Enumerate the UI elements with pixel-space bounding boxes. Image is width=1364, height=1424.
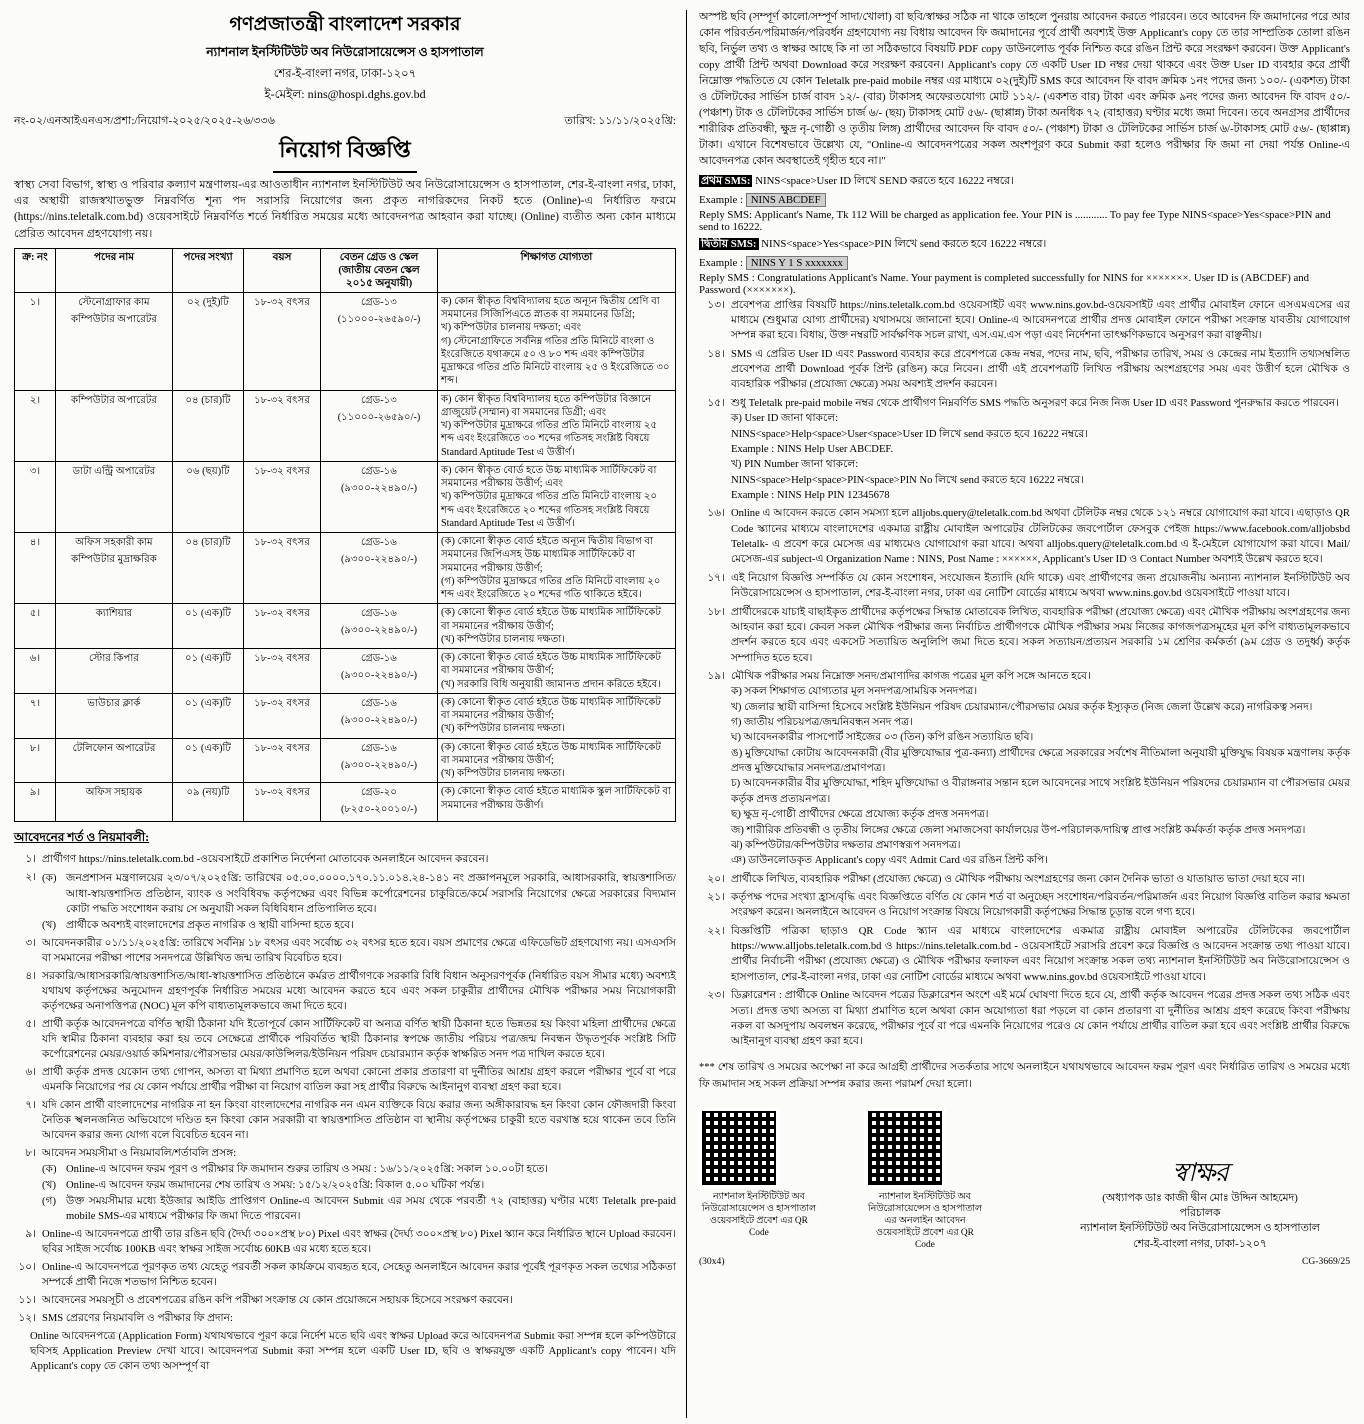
right-column	[687, 10, 1350, 1418]
notice-item-text: এই নিয়োগ বিজ্ঞপ্তি সম্পর্কিত যে কোন সংশোধন, সংযোজন ইত্যাদি (যদি থাকে) এবং প্রার্থীগণের জন্য প্রয়োজনীয় অন্যান্য ন্যাশনাল ইনস্টিটিউট অব নিউরোসায়েন্সেস ও হাসপাতাল, শের-ই-বাংলা নগর, ঢাকা এর নোটিশ বোর্ডের মাধ্যমে অথবা www.nins.gov.bd ওয়েবসাইটে পাওয়া যাবে।	[730, 572, 1350, 600]
signature-block	[1050, 1155, 1350, 1252]
notice-item-text: বিজ্ঞপ্তিটি পত্রিকা ছাড়াও QR Code স্ক্যান এর মাধ্যমে বাংলাদেশের একমাত্র রাষ্ট্রীয় মোবাইল অপারেটর টেলিটকের জবপোর্টাল https://www.alljobs.teletalk.com.bd ও https://nins.teletalk.com.bd - ওয়েবসাইটে সরাসরি প্রবেশ করে বিজ্ঞপ্তি ও আবেদন সংক্রান্ত তথ্য পাওয়া যাবে। প্রার্থীর নির্বাচনী পরীক্ষা (প্রযোজ্য ক্ষেত্রে) ও মৌখিক পরীক্ষার ফলাফল এবং নিয়োগ সংক্রান্ত সকল তথ্য ন্যাশনাল ইনস্টিটিউট অব নিউরোসায়েন্সেস ও হাসপাতাল, শের-ই-বাংলা নগর, ঢাকা এর নোটিশ বোর্ডের মাধ্যমে অথবা www.nins.gov.bd ওয়েবসাইটে পাওয়া যাবে।	[730, 925, 1350, 983]
condition-number: ৭।	[25, 1099, 36, 1111]
notice-item-text: Online এ আবেদন করতে কোন সমস্যা হলে alljobs.query@teletalk.com.bd অথবা টেলিটক নম্বর থেকে ১২১ নম্বরে যোগাযোগ করা যাবে। এছাড়াও QR Code স্ক্যানের মাধ্যমে বাংলাদেশের একমাত্র রাষ্ট্রীয় মোবাইল অপারেটর টেলিটকের জবপোর্টাল ফেসবুক পেইজ https://www.facebook.com/alljobsbd Teletalk- এ প্রবেশ করে মেসেজ এর মাধ্যমেও যোগাযোগ করা যাবে। অথবা alljobs.query@teletalk.com.bd এ ই-মেইলে যোগাযোগ করা যাবে। Mail/মেসেজ-এর subject-এ Organization Name : NINS, Post Name : ××××××, Applicant's User ID ও Contact Number অবশ্যই উল্লেখ করতে হবে।	[730, 508, 1350, 566]
signatory-designation: পরিচালক	[1179, 1207, 1221, 1220]
notice-item	[699, 890, 1350, 921]
cell-post-name: অফিস সহকারী কাম কম্পিউটার মুদ্রাক্ষরিক	[56, 533, 173, 604]
first-sms-label: প্রথম SMS:	[700, 174, 751, 187]
cell-sl: ১।	[15, 292, 56, 390]
right-numbered-list	[699, 298, 1350, 1050]
condition-item	[14, 1227, 676, 1257]
cell-qualification: (ক) কোনো স্বীকৃত বোর্ড হইতে মাধ্যমিক স্কুল সার্টিফিকেট বা সমমানের পরীক্ষায় উত্তীর্ণ।	[438, 783, 676, 822]
notice-item	[699, 298, 1350, 344]
memo-date: তারিখ: ১১/১১/২০২৫খ্রি:	[564, 115, 676, 127]
subitem-marker: (ক)	[42, 873, 57, 885]
cell-age: ১৮-৩২ বৎসর	[244, 783, 321, 822]
condition-item	[14, 852, 676, 867]
table-row	[15, 693, 676, 738]
condition-subitem	[42, 1162, 676, 1177]
subitem-text: জনপ্রশাসন মন্ত্রণালয়ের ২৩/০৭/২০২৫খ্রি: তারিখের ০৫.০০.০০০০.১৭০.১১.০১৪.২৪-১৪১ নং প্রজ্ঞাপনমূলে সরকারি, আধাসরকারি, স্বায়ত্তশাসিত/আধা-স্বায়ত্তশাসিত প্রতিষ্ঠান, ব্যাংক ও সংবিধিবদ্ধ কর্তৃপক্ষের এবং বিভিন্ন কর্পোরেশনের চাকুরিতে/কর্মে সরাসরি নিয়োগের ক্ষেত্রে সরকারের বিদ্যমান কোটা পদ্ধতি সংশোধন করায় সে অনুযায়ী সকল বিধিবিধান প্রতিপালিত হবে।	[66, 873, 676, 915]
notice-subline: NINS<space>Help<space>User<space>User ID লিখে send করতে হবে 16222 নম্বরে।	[730, 428, 1089, 440]
notice-item-text: শুধু Teletalk pre-paid mobile নম্বর থেকে প্রার্থীগণ নিম্নবর্ণিত SMS পদ্ধতি অনুসরণ করে নিজ নিজ User ID এবং Password পুনরুদ্ধার করতে পারবেন। ক) User ID জানা থাকলে: NINS<space>Help<space>User<space>User ID লিখে send করতে হবে 16222 নম্বরে। Example : NINS Help User ABCDEF. খ) PIN Number জানা থাকলে: NINS<space>Help<space>PIN<space>PIN No লিখে send করতে হবে 16222 নম্বরে। Example : NINS Help PIN 12345678	[731, 396, 1350, 504]
table-row	[15, 533, 676, 604]
notice-item-text: কর্তৃপক্ষ পদের সংখ্যা হ্রাস/বৃদ্ধি এবং বিজ্ঞপ্তিতে বর্ণিত যে কোন শর্ত বা অনুচ্ছেদ সংশোধন/পরিবর্তন/পরিমার্জন এবং নিয়োগ বিজ্ঞপ্তি বাতিল করার ক্ষমতা সংরক্ষণ করেন। অনলাইনে আবেদন ও নিয়োগ সংক্রান্ত বিষয়ে নিয়োগকারী কর্তৃপক্ষের সিদ্ধান্ত চূড়ান্ত বলে গণ্য হবে।	[730, 891, 1350, 919]
condition-item	[14, 1017, 676, 1062]
cell-pay-grade: গ্রেড-১৬ (৯৩০০-২২৪৯০/-)	[321, 649, 438, 694]
cell-vacancy-count: ০৬ (ছয়)টি	[173, 461, 244, 532]
notice-subline: Example : NINS Help PIN 12345678	[730, 490, 890, 501]
notice-subline: খ) জেলার স্থায়ী বাসিন্দা হিসেবে সংশ্লিষ্ট ইউনিয়ন পরিষদ চেয়ারম্যান/পৌরসভার মেয়র কর্তৃক ইস্যুকৃত (নিজ জেলা উল্লেখ করে) নাগরিকত্ব সনদ।	[730, 701, 1313, 713]
notice-subline: ক) User ID জানা থাকলে:	[730, 413, 839, 425]
cell-pay-grade: গ্রেড-১৩ (১১০০০-২৬৫৯০/-)	[321, 292, 438, 390]
notice-item-number: ২২।	[707, 925, 725, 937]
condition-subitem	[42, 1194, 676, 1224]
cell-post-name: ক্যাশিয়ার	[56, 604, 173, 649]
cell-pay-grade: গ্রেড-১৬ (৯৩০০-২২৪৯০/-)	[321, 461, 438, 532]
condition-text: SMS প্রেরণের নিয়মাবলি ও পরীক্ষার ফি প্রদান:	[42, 1313, 233, 1325]
page-title: নিয়োগ বিজ্ঞপ্তি	[273, 133, 417, 173]
cell-sl: ২।	[15, 390, 56, 461]
first-sms-example	[699, 193, 1350, 207]
institute-name: ন্যাশনাল ইনস্টিটিউট অব নিউরোসায়েন্সেস ও হাসপাতাল	[206, 45, 484, 59]
condition-item	[14, 1311, 676, 1326]
notice-item	[699, 571, 1350, 602]
condition-number: ২।	[25, 872, 36, 884]
notice-subline: ঘ) আবেদনকারীর পাসপোর্ট সাইজের ০৩ (তিন) কপি রঙিন সত্যায়িত ছবি।	[730, 732, 1034, 744]
cell-post-name: ডাটা এন্ট্রি অপারেটর	[56, 461, 173, 532]
notice-item-text: ডিক্লারেশন : প্রার্থীকে Online আবেদন পত্রের ডিক্লারেশন অংশে এই মর্মে ঘোষণা দিতে হবে যে, প্রার্থী কর্তৃক আবেদন পত্রের প্রদত্ত সকল তথ্য সঠিক এবং সত্য। প্রদত্ত তথ্য অসত্য বা মিথ্যা প্রমাণিত হলে অথবা কোন অযোগ্যতা ধরা পড়লে বা কোন প্রতারণা বা দুর্নীতির আশ্রয় গ্রহণ করেছে কিংবা পরীক্ষায় নকল বা অসদুপায় অবলম্বন করেছে, পরীক্ষার পূর্বে বা পরে এমনকি নিয়োগের পরেও যে কোন পর্যায়ে প্রার্থীর বাতিল করা হবে এবং সংশ্লিষ্ট প্রার্থীর বিরুদ্ধে আইনানুগ ব্যবস্থা গ্রহণ করা হবে।	[730, 990, 1350, 1048]
condition-text: Online-এ আবেদনপত্রে প্রার্থী তার রঙিন ছবি (দৈর্ঘ্য ৩০০×প্রস্থ ৮০) Pixel এবং স্বাক্ষর (দৈর্ঘ্য ৩০০×প্রস্থ ৮০) Pixel স্ক্যান করে নির্ধারিত স্থানে Upload করবেন। ছবির সাইজ সর্বোচ্চ 100KB এবং স্বাক্ষর সাইজ সর্বোচ্চ 60KB এর মধ্যে হতে হবে।	[42, 1229, 676, 1256]
condition-text: আবেদনের সময়সূচী ও প্রবেশপত্রের রঙিন কপি পরীক্ষা সংক্রান্ত যে কোন প্রয়োজনে সহায়ক হিসেবে সংরক্ষণ করবেন।	[42, 1295, 513, 1307]
notice-item-text: প্রবেশপত্র প্রাপ্তির বিষয়টি https://nins.teletalk.com.bd ওয়েবসাইট এবং www.nins.gov.bd-ওয়েবসাইট এবং প্রার্থীর মোবাইল ফোনে এসএমএসের এর মাধ্যমে (শুধুমাত্র যোগ্য প্রার্থীদের) যথাসময়ে জানানো হবে। Online-এ আবেদনপত্রে প্রার্থীর প্রদত্ত মোবাইল ফোনে পরীক্ষা সংক্রান্ত যাবতীয় যোগাযোগ সম্পন্ন করা হবে। বিধায়, উক্ত নম্বরটি সার্বক্ষণিক সচল রাখা, এস.এম.এস পড়া এবং নির্দেশনা তাৎক্ষণিকভাবে অনুসরণ করা বাঞ্ছনীয়।	[730, 299, 1350, 342]
institute-address: শের-ই-বাংলা নগর, ঢাকা-১২০৭	[273, 68, 417, 80]
footer-left-code: (30x4)	[698, 1255, 725, 1267]
cell-vacancy-count: ০১ (এক)টি	[173, 649, 244, 694]
cell-sl: ৫।	[15, 604, 56, 649]
subitem-text: প্রার্থীকে অবশ্যই বাংলাদেশের প্রকৃত নাগরিক ও স্থায়ী বাসিন্দা হতে হবে।	[66, 919, 354, 931]
first-sms-reply: Reply SMS: Applicant's Name, Tk 112 Will be charged as application fee. Your PIN is ............ To pay fee Type NINS<space>Yes<space>PIN and send to 16222.	[698, 208, 1331, 233]
notice-subline: NINS<space>Help<space>PIN<space>PIN No লিখে send করতে হবে 16222 নম্বরে।	[730, 474, 1084, 486]
signatory-address: শের-ই-বাংলা নগর, ঢাকা-১২০৭	[1133, 1237, 1267, 1250]
cell-qualification: (ক) কোনো স্বীকৃত বোর্ড হইতে উচ্চ মাধ্যমিক সার্টিফিকেট বা সমমানের পরীক্ষায় উত্তীর্ণ; (খ) কম্পিউটার চালনায় দক্ষতা।	[438, 604, 676, 649]
notice-subline: ঝ) কম্পিউটার/কম্পিউটার দক্ষতার প্রমাণস্বরূপ সনদপত্র।	[730, 839, 961, 851]
condition-subitem	[42, 918, 676, 933]
example-label-1: Example :	[698, 193, 744, 206]
notice-item-number: ১৮।	[707, 606, 725, 618]
cell-vacancy-count: ০২ (দুই)টি	[173, 292, 244, 390]
condition-item	[14, 1293, 676, 1308]
cell-post-name: স্টোর কিপার	[56, 649, 173, 694]
condition-item	[14, 1260, 676, 1290]
final-note: *** শেষ তারিখ ও সময়ের অপেক্ষা না করে আগ্রহী প্রার্থীদের সতর্কতার সাথে অনলাইনে যথাযথভাবে আবেদন ফরম পূরণ এবং নির্ধারিত তারিখ ও সময়ের মধ্যে ফি জমাদান সহ সকল প্রক্রিয়া সম্পন্ন করার জন্য পরামর্শ দেয়া হলো।	[698, 1061, 1350, 1090]
cell-age: ১৮-৩২ বৎসর	[244, 604, 321, 649]
subitem-text: Online-এ আবেদন ফরম জমাদানের শেষ তারিখ ও সময়: ১৫/১২/২০২৫খ্রি: বিকাল ৫.০০ ঘটিকা পর্যন্ত।	[66, 1180, 485, 1192]
condition-number: ১০।	[18, 1262, 36, 1274]
qr-code-row	[699, 1108, 985, 1252]
notice-item-number: ১৭।	[707, 572, 725, 584]
col-sl: ক্র: নং	[15, 248, 56, 292]
cell-qualification: (ক) কোনো স্বীকৃত বোর্ড হইতে উচ্চ মাধ্যমিক সার্টিফিকেট বা সমমানের পরীক্ষায় উত্তীর্ণ; (খ) কম্পিউটার চালনায় দক্ষতা।	[438, 738, 676, 783]
first-sms-text: NINS<space>User ID লিখে SEND করতে হবে 16222 নম্বরে।	[755, 174, 1014, 187]
col-vacancy: পদের সংখ্যা	[173, 248, 244, 292]
vacancy-table	[14, 248, 676, 823]
table-row	[15, 390, 676, 461]
table-row	[15, 649, 676, 694]
notice-item	[699, 347, 1350, 393]
condition-text: প্রার্থী কর্তৃক প্রদত্ত যেকোন তথ্য গোপন, অসত্য বা মিথ্যা প্রমাণিত হলে অথবা কোনো প্রকার প্রতারণা বা দুর্নীতির আশ্রয় গ্রহণ করলে পরীক্ষার পূর্বে বা পরে এমনকি নিয়োগের পর যে কোন পর্যায়ে প্রার্থীর পরীক্ষা বা নিয়োগ বাতিল করা সহ প্রার্থীর বিরুদ্ধে আইনানুগ ব্যবস্থা গ্রহণ করা হবে।	[42, 1066, 676, 1093]
footer-right-code: CG-3669/25	[1302, 1255, 1350, 1267]
conditions-list	[14, 852, 676, 1326]
condition-number: ৩।	[25, 937, 36, 949]
condition-text: সরকারি/আধাসরকারি/স্বায়ত্তশাসিত/আধা-স্বায়ত্তশাসিত প্রতিষ্ঠানে কর্মরত প্রার্থীগণকে সরকারি বিধি বিধান অনুসরণপূর্বক (নির্ধারিত বয়স সীমার মধ্যে) অবশ্যই যথাযথ কর্তৃপক্ষের অনুমোদন গ্রহণপূর্বক নির্ধারিত সময়ের মধ্যে আবেদন করতে হবে এবং সকল চাকুরীর প্রার্থীদের মৌখিক পরীক্ষার সময় নিয়োগকারী কর্তৃপক্ষের অনাপত্তিপত্র (NOC) মূল কপি বাধ্যতামূলকভাবে জমা দিতে হবে।	[42, 970, 676, 1012]
table-row	[15, 738, 676, 783]
cell-post-name: কম্পিউটার অপারেটর	[56, 390, 173, 461]
footer-row	[699, 1256, 1350, 1267]
notice-item	[699, 605, 1350, 666]
qr-code-icon[interactable]	[865, 1108, 945, 1188]
cell-pay-grade: গ্রেড-১৩ (১১০০০-২৬৫৯০/-)	[321, 390, 438, 461]
condition-subitem	[42, 1178, 676, 1193]
notice-item-number: ১৬।	[707, 508, 725, 520]
notice-subline: খ) PIN Number জানা থাকলে:	[730, 459, 859, 471]
condition-number: ৮।	[25, 1148, 36, 1159]
cell-age: ১৮-৩২ বৎসর	[244, 390, 321, 461]
condition-number: ৬।	[25, 1066, 36, 1078]
notice-item-number: ১৫।	[707, 397, 725, 409]
left-tail-text	[14, 1329, 676, 1374]
left-column	[14, 10, 687, 1418]
signature-mark: স্বাক্ষর	[1172, 1157, 1228, 1188]
cell-post-name: স্টেনোগ্রাফার কাম কম্পিউটার অপারেটর	[56, 292, 173, 390]
notice-title-wrap	[14, 133, 676, 173]
second-sms-line	[699, 235, 1350, 254]
left-tail-paragraph: Online আবেদনপত্রে (Application Form) যথাযথভাবে পূরণ করে নির্দেশ মতে ছবি এবং স্বাক্ষর Upload করে আবেদনপত্র Submit করা সম্পন্ন হলে কম্পিউটারে ছবিসহ Application Preview দেখা যাবে। আবেদনপত্র Submit করা সম্পন্ন হলে একটি User ID, ছবি ও স্বাক্ষরযুক্ত একটি Applicant's copy পাবেন। যদি Applicant's copy তে কোন তথ্য অসম্পূর্ণ বা	[30, 1331, 676, 1373]
second-sms-reply: Reply SMS : Congratulations Applicant's Name. Your payment is completed successfully for NINS for ×××××××. User ID is (ABCDEF) and Password (×××××××).	[698, 271, 1310, 296]
notice-item	[699, 872, 1350, 887]
condition-text: আবেদনকারীর ০১/১১/২০২৫খ্রি: তারিখে সর্বনিম্ন ১৮ বৎসর এবং সর্বোচ্চ ৩২ বৎসর হতে হবে। বয়স প্রমাণের ক্ষেত্রে এফিডেভিট গ্রহণযোগ্য নয়। এসএসসি বা সমমানের পরীক্ষা পাশের সনদপত্রে উল্লিখিত জন্ম তারিখ বিবেচিত হবে।	[42, 937, 676, 964]
subitem-marker: (ক)	[42, 1164, 57, 1176]
condition-text	[42, 870, 676, 932]
notice-subline: Example : NINS Help User ABCDEF.	[730, 443, 894, 455]
cell-vacancy-count: ০৪ (চার)টি	[173, 533, 244, 604]
second-sms-label: দ্বিতীয় SMS:	[700, 237, 757, 250]
cell-qualification: (ক) কোনো স্বীকৃত বোর্ড হইতে উচ্চ মাধ্যমিক সার্টিফিকেট বা সমমানের পরীক্ষায় উত্তীর্ণ; (খ) সরকারি বিধি অনুযায়ী জামানত প্রদান করিতে হইবে।	[438, 649, 676, 694]
cell-age: ১৮-৩২ বৎসর	[244, 533, 321, 604]
notice-item	[699, 924, 1350, 985]
cell-vacancy-count: ০১ (এক)টি	[173, 604, 244, 649]
cell-sl: ৭।	[15, 693, 56, 738]
cell-age: ১৮-৩২ বৎসর	[244, 292, 321, 390]
condition-text: প্রার্থী কর্তৃক আবেদনপত্রে বর্ণিত স্থায়ী ঠিকানা যদি ইতোপূর্বে কোন সার্টিফিকেট বা অন্যত্র বর্ণিত স্থায়ী ঠিকানা হতে ভিন্নতর হয় কিংবা মহিলা প্রার্থীদের ক্ষেত্রে যদি স্বামীর ঠিকানা ব্যবহার করা হয় তবে সেক্ষেত্রে প্রার্থীকে পরিবর্তিত স্থায়ী ঠিকানার স্বপক্ষে জাতীয় পরিচয় পত্র/জন্ম নিবন্ধন উদ্ধৃতপূর্বক সংশ্লিষ্ট সিটি কর্পোরেশনের মেয়র/ওয়ার্ড কমিশনার/পৌরসভার মেয়র/কাউন্সিলর/ইউনিয়ন পরিষদ চেয়ারম্যান কর্তৃক স্বাক্ষরিত সনদ পত্র দাখিল করতে হবে।	[42, 1018, 676, 1060]
cell-post-name: টেলিফোন অপারেটর	[56, 738, 173, 783]
notice-item-number: ১৯।	[707, 670, 725, 682]
cell-qualification: ক) কোন স্বীকৃত বিশ্ববিদ্যালয় হতে অন্যূন দ্বিতীয় শ্রেণি বা সমমানের সিজিপিএতে স্নাতক বা সমমানের ডিগ্রি; খ) কম্পিউটার চালনায় দক্ষতা; এবং গ) স্টেনোগ্রাফিতে সর্বনিম্ন গতির প্রতি মিনিটে বাংলা ও ইংরেজিতে যথাক্রমে ৫০ ও ৮০ শব্দ এবং কম্পিউটার মুদ্রাক্ষরে গতির প্রতি মিনিটে বাংলায় ২৫ ও ইংরেজিতে ৩০ শব্দ।	[438, 292, 676, 390]
signature-area	[699, 1108, 1350, 1252]
qr-block-2[interactable]	[865, 1108, 985, 1252]
signatory-name: (অধ্যাপক ডাঃ কাজী দ্বীন মোঃ উদ্দিন আহমেদ)	[1102, 1192, 1298, 1205]
col-qualification: শিক্ষাগত যোগ্যতা	[438, 248, 676, 292]
cell-age: ১৮-৩২ বৎসর	[244, 738, 321, 783]
qr-block-1[interactable]	[699, 1108, 819, 1240]
example-label-2: Example :	[698, 256, 744, 269]
condition-item	[14, 870, 676, 932]
cell-pay-grade: গ্রেড-২০ (৮২৫০-২০০১০/-)	[321, 783, 438, 822]
cell-age: ১৮-৩২ বৎসর	[244, 461, 321, 532]
qr-caption-1: ন্যাশনাল ইনস্টিটিউট অব নিউরোসায়েন্সেস ও হাসপাতাল ওয়েবসাইটে প্রবেশ এর QR Code	[701, 1191, 816, 1239]
government-title: গণপ্রজাতন্ত্রী বাংলাদেশ সরকার	[229, 14, 461, 35]
notice-item-text: প্রার্থীকে লিখিত, ব্যবহারিক পরীক্ষা (প্রযোজ্য ক্ষেত্রে) ও মৌখিক পরীক্ষায় অংশগ্রহণের জন্য কোন দৈনিক ভাতা ও যাতায়াত ভাতা দেয়া হবে না।	[730, 873, 1305, 885]
condition-number: ১।	[25, 854, 36, 866]
document-header	[14, 10, 676, 106]
subitem-text: উক্ত সময়সীমার মধ্যে ইউজার আইডি প্রাপ্তিগণ Online-এ আবেদন Submit এর সময় থেকে পরবর্তী ৭২ (বাহাত্তর) ঘণ্টার মধ্যে Teletalk pre-paid mobile SMS-এর মাধ্যমে পরীক্ষার ফি জমা দিতে পারবেন।	[66, 1196, 676, 1223]
cell-vacancy-count: ০৯ (নয়)টি	[173, 783, 244, 822]
condition-text: আবেদন সময়সীমা ও নিয়মাবলি/শর্তাবলি প্রসঙ্গ: (ক) Online-এ আবেদন ফরম পূরণ ও পরীক্ষার ফি জমাদান শুরুর তারিখ ও সময় : ১৬/১১/২০২৫খ্রি: সকাল ১০.০০টা হতে। (খ) Online-এ আবেদন ফরম জমাদানের শেষ তারিখ ও সময়: ১৫/১২/২০২৫খ্রি: বিকাল ৫.০০ ঘটিকা পর্যন্ত। (গ) উক্ত সময়সীমার মধ্যে ইউজার আইডি প্রাপ্তিগণ Online-এ আবেদন Submit এর সময় থেকে পরবর্তী ৭২ (বাহাত্তর) ঘণ্টার মধ্যে Teletalk pre-paid mobile SMS-এর মাধ্যমে পরীক্ষার ফি জমা দিতে পারবেন।	[42, 1146, 676, 1224]
subitem-marker: (খ)	[42, 1180, 57, 1192]
notice-item-number: ২০।	[707, 873, 725, 885]
second-sms-example	[699, 256, 1350, 270]
condition-item	[14, 936, 676, 966]
subitem-text: Online-এ আবেদন ফরম পূরণ ও পরীক্ষার ফি জমাদান শুরুর তারিখ ও সময় : ১৬/১১/২০২৫খ্রি: সকাল ১০.০০টা হতে।	[66, 1164, 549, 1176]
condition-item	[14, 1098, 676, 1143]
notice-subline: ঙ) মুক্তিযোদ্ধা কোটায় আবেদনকারী (বীর মুক্তিযোদ্ধার পুত্র-কন্যা) প্রার্থীদের ক্ষেত্রে সরকারের সর্বশেষ নীতিমালা অনুযায়ী মুক্তিযুদ্ধ বিষয়ক মন্ত্রণালয় কর্তৃক প্রদত্ত মুক্তিযোদ্ধার সনদপত্র/প্রমাণপত্র।	[730, 747, 1350, 775]
cell-pay-grade: গ্রেড-১৬ (৯৩০০-২২৪৯০/-)	[321, 604, 438, 649]
notice-subline: ছ) ক্ষুদ্র নৃ-গোষ্ঠী প্রার্থীদের ক্ষেত্রে প্রযোজ্য কর্তৃক প্রদত্ত সনদপত্র।	[730, 809, 989, 821]
condition-item	[14, 1146, 676, 1224]
condition-number: ৪।	[25, 970, 36, 982]
cell-qualification: ক) কোন স্বীকৃত বোর্ড হতে উচ্চ মাধ্যমিক সার্টিফিকেট বা সমমানের পরীক্ষায় উত্তীর্ণ; এবং খ) কম্পিউটার মুদ্রাক্ষরে গতির প্রতি মিনিটে বাংলায় ২০ শব্দ এবং ইংরেজিতে ২০ শব্দের গতিসহ সংশ্লিষ্ট বিষয়ে Standard Aptitude Test এ উত্তীর্ণ।	[438, 461, 676, 532]
signatory-org: ন্যাশনাল ইনস্টিটিউট অব নিউরোসায়েন্সেস ও হাসপাতাল	[1080, 1222, 1320, 1235]
notice-subline: চ) আবেদনকারীর বীর মুক্তিযোদ্ধা, শহিদ মুক্তিযোদ্ধা ও বীরাঙ্গনার সন্তান হলে আবেদনের সাথে সংশ্লিষ্ট ইউনিয়ন পরিষদের চেয়ারম্যান বা পৌরসভার মেয়র কর্তৃক প্রদত্ত প্রত্যয়নপত্র।	[730, 778, 1350, 805]
cell-post-name: অফিস সহায়ক	[56, 783, 173, 822]
col-post: পদের নাম	[56, 248, 173, 292]
notice-item	[699, 396, 1350, 504]
condition-item	[14, 969, 676, 1014]
condition-number: ১১।	[18, 1295, 36, 1307]
col-grade: বেতন গ্রেড ও স্কেল (জাতীয় বেতন স্কেল ২০১৫ অনুযায়ী)	[321, 248, 438, 292]
cell-sl: ৬।	[15, 649, 56, 694]
table-row	[15, 783, 676, 822]
notice-subline: ক) সকল শিক্ষাগত যোগ্যতার মূল সনদপত্র/সাময়িক সনদপত্র।	[730, 686, 978, 698]
cell-pay-grade: গ্রেড-১৬ (৯৩০০-২২৪৯০/-)	[321, 693, 438, 738]
notice-item-text: প্রার্থীদেরকে যাচাই বাছাইকৃত প্রার্থীদের কর্তৃপক্ষের সিদ্ধান্ত মোতাবেক লিখিত, ব্যবহারিক পরীক্ষা (প্রযোজ্য ক্ষেত্রে) এবং মৌখিক পরীক্ষায় অংশগ্রহণের জন্য আহবান করা হবে। কেবল সকল মৌখিক পরীক্ষার জন্য নির্বাচিত প্রার্থীগণকে মৌখিক পরীক্ষার সময় নিজের কাগজপত্রসমূহের মূল কপি বাধ্যতামূলকভাবে প্রদর্শন করতে হবে এবং একসেট সত্যায়িত অনুলিপি জমা দিতে হবে। সকল সত্যায়ন/প্রত্যয়ন সরকারি ১ম শ্রেণির কর্মকর্তা (৯ম গ্রেড ও তদুর্ধ্ব) কর্তৃক সম্পাদিত হতে হবে।	[730, 606, 1350, 664]
cell-pay-grade: গ্রেড-১৬ (৯৩০০-২২৪৯০/-)	[321, 533, 438, 604]
example-value-1: NINS ABCDEF	[746, 193, 826, 207]
qr-code-icon[interactable]	[699, 1108, 779, 1188]
memo-number: নং-০২/এনআইএনএস/প্রশা:/নিয়োগ-২০২৫/২০২৫-২৬/৩৩৬	[14, 115, 275, 127]
notice-item-number: ২৩।	[707, 990, 725, 1002]
notice-item-number: ২১।	[707, 891, 725, 903]
notice-item-number: ১৪।	[707, 348, 725, 360]
right-top-paragraph: অস্পষ্ট ছবি (সম্পূর্ণ কালো/সম্পূর্ণ সাদা/খোলা) বা ছবি/স্বাক্ষর সঠিক না থাকে তাহলে পুনরায় আবেদন করতে পারবেন। তবে আবেদন ফি জমাদানের পরে আর কোন পরিবর্তন/পরিমার্জন/পরিবর্ধন গ্রহণযোগ্য নয় বিধায় আবেদন ফি জমাদানের পূর্বে প্রার্থী অবশ্যই উক্ত Applicant's copy তে তার সাম্প্রতিক তোলা রঙিন ছবি, নির্ভুল তথ্য ও স্বাক্ষর আছে কি না তা সঠিকভাবে বিষয়টি PDF copy ডাউনলোড পূর্বক নিশ্চিত করে রঙিন প্রিন্ট করে সংরক্ষণ করবেন। উক্ত Applicant's copy প্রার্থী প্রিন্ট অথবা Download করে সংরক্ষণ করবেন। Applicant's copy তে একটি User ID নম্বর দেয়া থাকবে এবং উক্ত User ID ব্যবহার করে প্রার্থী নিম্নোক্ত পদ্ধতিতে যে কোন Teletalk pre-paid mobile নম্বর এর মাধ্যমে ০২(দুই)টি SMS করে আবেদন ফি বাবদ ক্রমিক ১নং পদের জন্য ১০০/- (একশত) টাকা ও টেলিটকের সার্ভিস চার্জ বাবদ ১২/- (বার) টাকাসহ অফেরতযোগ্য মোট ১১২/- (একশত বার) টাকা এবং ক্রমিক ৯নং পদের জন্য আবেদন ফি বাবদ ৫০/- (পঞ্চাশ) টাক ও টেলিটকের সার্ভিস চার্জ ৬/- (ছয়) টাকাসহ মোট ৫৬/- (ছাপ্পান্ন) টাকা অনধিক ৭২ (বাহাত্তর) ঘণ্টার মধ্যে জমা দিবেন। তবে অনগ্রসর প্রার্থীদের শারীরিক প্রতিবন্ধী, ক্ষুদ্র নৃ-গোষ্ঠী ও তৃতীয় লিঙ্গ) প্রার্থীদের আবেদন ফি বাবদ ৫০/- (পঞ্চাশ) টাকা ও টেলিটকের সার্ভিস চার্জ ৬/-টাকাসহ মোট ৫৬/- (ছাপ্পান্ন) টাকা। এখানে বিশেষভাবে উল্লেখ্য যে, "Online-এ আবেদনপত্রের সকল অংশপূরণ করে Submit করা হলেও পরীক্ষার ফি জমা না দেয়া পর্যন্ত Online-এ আবেদনপত্র কোন অবস্থাতেই গৃহীত হবে না।"	[698, 11, 1350, 167]
notice-item-text: SMS এ প্রেরিত User ID এবং Password ব্যবহার করে প্রবেশপত্রে কেন্দ্র নম্বর, পদের নাম, ছবি, পরীক্ষার তারিখ, সময় ও কেন্দ্রের নাম ইত্যাদি তথ্যসম্বলিত প্রবেশপত্র প্রার্থী Download পূর্বক প্রিন্ট (রঙিন) করে নিবেন। প্রার্থী এই প্রবেশপত্রটি লিখিত পরীক্ষায় অংশগ্রহণের সময় এবং উত্তীর্ণ হলে মৌখিক ও ব্যবহারিক পরীক্ষার (প্রযোজ্য ক্ষেত্রে) সময় অবশ্যই প্রদর্শন করবেন।	[730, 348, 1350, 391]
col-age: বয়স	[244, 248, 321, 292]
condition-number: ৫।	[25, 1018, 36, 1030]
cell-sl: ৮।	[15, 738, 56, 783]
cell-vacancy-count: ০১ (এক)টি	[173, 693, 244, 738]
condition-text: প্রার্থীগণ https://nins.teletalk.com.bd -ওয়েবসাইটে প্রকাশিত নির্দেশনা মোতাবেক অনলাইনে আবেদন করবেন।	[42, 854, 489, 866]
cell-qualification: (ক) কোনো স্বীকৃত বোর্ড হইতে উচ্চ মাধ্যমিক সার্টিফিকেট বা সমমানের পরীক্ষায় উত্তীর্ণ; (খ) কম্পিউটার চালনায় দক্ষতা।	[438, 693, 676, 738]
example-value-2: NINS Y 1 S xxxxxxx	[746, 256, 848, 270]
notice-item	[699, 669, 1350, 869]
cell-sl: ৯।	[15, 783, 56, 822]
table-row	[15, 292, 676, 390]
cell-vacancy-count: ০৪ (চার)টি	[173, 390, 244, 461]
qr-caption-2: ন্যাশনাল ইনস্টিটিউট অব নিউরোসায়েন্সেস ও হাসপাতাল এর অনলাইন আবেদন ওয়েবসাইটে প্রবেশ এর QR Code	[867, 1191, 982, 1251]
first-sms-line	[699, 172, 1350, 191]
intro-paragraph: স্বাস্থ্য সেবা বিভাগ, স্বাস্থ্য ও পরিবার কল্যাণ মন্ত্রণালয়-এর আওতাধীন ন্যাশনাল ইনস্টিটিউট অব নিউরোসায়েন্সেস ও হাসপাতাল, শের-ই-বাংলা নগর, ঢাকা, এর অস্থায়ী রাজস্বখাতভুক্ত নিম্নবর্ণিত শূন্য পদ সরাসরি নিয়োগের জন্য প্রকৃত নাগরিকদের নিকট হতে (Online)-এ নির্ধারিত ফরমে (https://nins.teletalk.com.bd) ওয়েবসাইটে নিম্নবর্ণিত শর্তে নির্ধারিত সময়ের মধ্যে আবেদনপত্র আহবান করা যাচ্ছে। (Online) ব্যতীত অন্য কোন মাধ্যমে প্রেরিত আবেদন গ্রহণযোগ্য নয়।	[14, 179, 676, 240]
condition-item	[14, 1065, 676, 1095]
cell-pay-grade: গ্রেড-১৬ (৯৩০০-২২৪৯০/-)	[321, 738, 438, 783]
notice-subline: ঞ) ডাউনলোডকৃত Applicant's copy এবং Admit Card এর রঙিন প্রিন্ট কপি।	[730, 855, 1049, 867]
table-row	[15, 604, 676, 649]
cell-qualification: (ক) কোনো স্বীকৃত বোর্ড হইতে অন্যূন দ্বিতীয় বিভাগ বা সমমানের জিপিএসহ উচ্চ মাধ্যমিক সার্টিফিকেট বা সমমানের পরীক্ষায় উত্তীর্ণ; (গ) কম্পিউটার মুদ্রাক্ষরে গতির প্রতি মিনিটে বাংলায় ২০ শব্দ এবং ইংরেজিতে ২০ শব্দের গতি থাকিতে হইবে।	[438, 533, 676, 604]
cell-post-name: ভাউচার ক্লার্ক	[56, 693, 173, 738]
notice-subline: জ) শারীরিক প্রতিবন্ধী ও তৃতীয় লিঙ্গের ক্ষেত্রে জেলা সমাজসেবা কার্যালয়ের উপ-পরিচালক/দায়িত্ব প্রাপ্ত সংশ্লিষ্ট কর্মকর্তা কর্তৃক প্রদত্ত সনদপত্র।	[730, 824, 1306, 836]
cell-sl: ৩।	[15, 461, 56, 532]
condition-text: Online-এ আবেদনপত্রে পূরণকৃত তথ্য যেহেতু পরবর্তী সকল কার্যক্রমে ব্যবহৃত হবে, সেহেতু অনলাইনে আবেদন করার পূর্বেই পূরণকৃত সকল তথ্যের সঠিকতা সম্পর্কে প্রার্থী নিজে শতভাগ নিশ্চিত হবেন।	[42, 1262, 676, 1289]
cell-age: ১৮-৩২ বৎসর	[244, 649, 321, 694]
table-header-row	[15, 248, 676, 292]
condition-number: ৯।	[25, 1229, 36, 1241]
second-sms-text: NINS<space>Yes<space>PIN লিখে send করতে হবে 16222 নম্বরে।	[761, 237, 1047, 250]
cell-age: ১৮-৩২ বৎসর	[244, 693, 321, 738]
condition-number: ১২।	[18, 1313, 36, 1325]
institute-email: ই-মেইল: nins@hospi.dghs.gov.bd	[264, 87, 426, 101]
notice-item	[699, 988, 1350, 1049]
subitem-marker: (খ)	[42, 919, 57, 931]
cell-sl: ৪।	[15, 533, 56, 604]
subitem-marker: (গ)	[42, 1196, 56, 1208]
condition-text: যদি কোন প্রার্থী বাংলাদেশের নাগরিক না হন কিংবা বাংলাদেশের নাগরিক নন এমন ব্যক্তিকে বিয়ে করার জন্য অঙ্গীকারাবদ্ধ হন কিংবা কোন ফৌজদারী কিংবা নৈতিক স্খলনজনিত অভিযোগে দণ্ডিত হন কিংবা কোন সরকারী বা স্বায়ত্তশাসিত প্রতিষ্ঠান বা স্থানীয় কর্তৃপক্ষের চাকুরী হতে বরখাস্ত হয়ে থাকেন তবে তিনি আবেদন করার জন্য যোগ্য বলে বিবেচিত হবেন না।	[42, 1099, 676, 1141]
notice-item	[699, 506, 1350, 567]
notice-item-text: মৌখিক পরীক্ষার সময় নিম্নোক্ত সনদ/প্রমাণাদির কাগজ পত্রের মূল কপি সঙ্গে আনতে হবে। ক) সকল শিক্ষাগত যোগ্যতার মূল সনদপত্র/সাময়িক সনদপত্র। খ) জেলার স্থায়ী বাসিন্দা হিসেবে সংশ্লিষ্ট ইউনিয়ন পরিষদ চেয়ারম্যান/পৌরসভার মেয়র কর্তৃক ইস্যুকৃত (নিজ জেলা উল্লেখ করে) নাগরিকত্ব সনদ। গ) জাতীয় পরিচয়পত্র/জন্মনিবন্ধন সনদ পত্র। ঘ) আবেদনকারীর পাসপোর্ট সাইজের ০৩ (তিন) কপি রঙিন সত্যায়িত ছবি। ঙ) মুক্তিযোদ্ধা কোটায় আবেদনকারী (বীর মুক্তিযোদ্ধার পুত্র-কন্যা) প্রার্থীদের ক্ষেত্রে সরকারের সর্বশেষ নীতিমালা অনুযায়ী মুক্তিযুদ্ধ বিষয়ক মন্ত্রণালয় কর্তৃক প্রদত্ত মুক্তিযোদ্ধার সনদপত্র/প্রমাণপত্র। চ) আবেদনকারীর বীর মুক্তিযোদ্ধা, শহিদ মুক্তিযোদ্ধা ও বীরাঙ্গনার সন্তান হলে আবেদনের সাথে সংশ্লিষ্ট ইউনিয়ন পরিষদের চেয়ারম্যান বা পৌরসভার মেয়র কর্তৃক প্রদত্ত প্রত্যয়নপত্র। ছ) ক্ষুদ্র নৃ-গোষ্ঠী প্রার্থীদের ক্ষেত্রে প্রযোজ্য কর্তৃক প্রদত্ত সনদপত্র। জ) শারীরিক প্রতিবন্ধী ও তৃতীয় লিঙ্গের ক্ষেত্রে জেলা সমাজসেবা কার্যালয়ের উপ-পরিচালক/দায়িত্ব প্রাপ্ত সংশ্লিষ্ট কর্মকর্তা কর্তৃক প্রদত্ত সনদপত্র। ঝ) কম্পিউটার/কম্পিউটার দক্ষতার প্রমাণস্বরূপ সনদপত্র। ঞ) ডাউনলোডকৃত Applicant's copy এবং Admit Card এর রঙিন প্রিন্ট কপি।	[731, 669, 1350, 869]
conditions-title: আবেদনের শর্ত ও নিয়মাবলী:	[14, 830, 150, 845]
notice-subline: গ) জাতীয় পরিচয়পত্র/জন্মনিবন্ধন সনদ পত্র।	[730, 717, 913, 729]
memo-row	[14, 112, 676, 131]
cell-vacancy-count: ০১ (এক)টি	[173, 738, 244, 783]
cell-qualification: ক) কোন স্বীকৃত বিশ্ববিদ্যালয় হতে কম্পিউটার বিজ্ঞানে গ্রাজুয়েট (সম্মান) বা সমমানের ডিগ্রী; এবং খ) কম্পিউটার মুদ্রাক্ষরে গতির প্রতি মিনিটে বাংলায় ২৫ শব্দ এবং ইংরেজিতে ৩০ শব্দের গতিসহ সংশ্লিষ্ট বিষয়ে Standard Aptitude Test এ উত্তীর্ণ।	[438, 390, 676, 461]
notice-item-number: ১৩।	[707, 299, 725, 311]
condition-subitem	[42, 871, 676, 916]
table-row	[15, 461, 676, 532]
